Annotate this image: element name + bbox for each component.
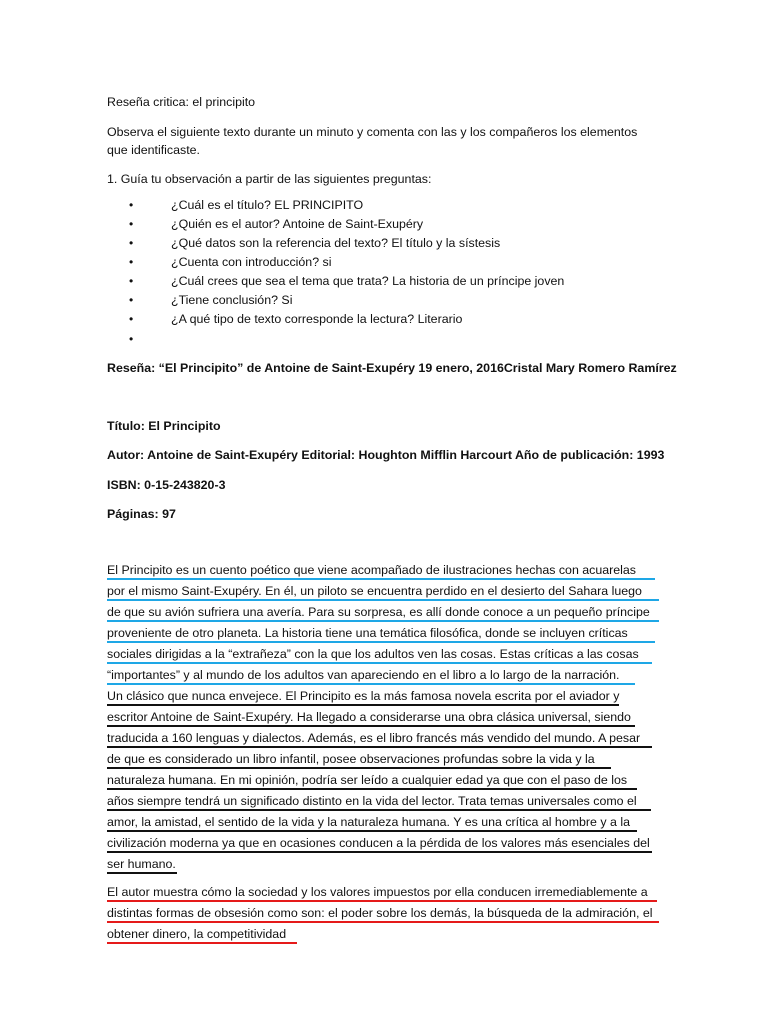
- question-item: ¿Cuál es el título? EL PRINCIPITO: [171, 198, 364, 212]
- paragraph-line: naturaleza humana. En mi opinión, podría ser leído a cualquier edad ya que con el paso de los: [107, 773, 628, 787]
- paragraph-line: Un clásico que nunca envejece. El Principito es la más famosa novela escrita por el aviador y: [107, 689, 620, 703]
- paragraph-line: de que su avión sufriera una avería. Para su sorpresa, es allí donde conoce a un pequeño príncipe: [107, 605, 650, 619]
- underline: [107, 683, 635, 685]
- paragraph-line: El Principito es un cuento poético que viene acompañado de ilustraciones hechas con acuarelas: [107, 563, 637, 577]
- bullet-marker: •: [129, 312, 134, 326]
- book-author-publisher: Autor: Antoine de Saint-Exupéry Editorial: Houghton Mifflin Harcourt Año de publicación: 1993: [107, 448, 665, 462]
- paragraph-line: escritor Antoine de Saint-Exupéry. Ha llegado a considerarse una obra clásica universal, siendo: [107, 710, 631, 724]
- paragraph-line: ser humano.: [107, 857, 176, 871]
- bullet-marker: •: [129, 198, 134, 212]
- underline: [107, 788, 637, 790]
- underline: [107, 599, 659, 601]
- book-title: Título: El Principito: [107, 419, 221, 433]
- review-header: Reseña: “El Principito” de Antoine de Saint-Exupéry 19 enero, 2016Cristal Mary Romero Ramírez: [107, 361, 677, 375]
- underline: [107, 725, 635, 727]
- underline: [107, 641, 655, 643]
- document-heading: Reseña critica: el principito: [107, 95, 256, 109]
- question-item: ¿Tiene conclusión? Si: [171, 293, 293, 307]
- underline: [107, 830, 637, 832]
- underline: [107, 767, 611, 769]
- bullet-marker: •: [129, 293, 134, 307]
- question-item: ¿Cuenta con introducción? si: [171, 255, 332, 269]
- underline: [107, 809, 651, 811]
- paragraph-line: proveniente de otro planeta. La historia tiene una temática filosófica, donde se incluyen críticas: [107, 626, 628, 640]
- bullet-marker: •: [129, 236, 134, 250]
- intro-line-1: Observa el siguiente texto durante un minuto y comenta con las y los compañeros los elementos: [107, 125, 638, 139]
- bullet-marker: •: [129, 217, 134, 231]
- book-pages: Páginas: 97: [107, 507, 176, 521]
- intro-line-2: que identificaste.: [107, 143, 200, 157]
- paragraph-line: obtener dinero, la competitividad: [107, 927, 287, 941]
- paragraph-line: sociales dirigidas a la “extrañeza” con la que los adultos ven las cosas. Estas críticas a las cosas: [107, 647, 639, 661]
- paragraph-line: amor, la amistad, el sentido de la vida y la naturaleza humana. Y es una crítica al hombre y a la: [107, 815, 630, 829]
- bullet-marker: •: [129, 332, 134, 346]
- underline: [107, 704, 619, 706]
- question-item: ¿Quién es el autor? Antoine de Saint-Exupéry: [171, 217, 424, 231]
- underline: [107, 662, 652, 664]
- underline: [107, 872, 177, 874]
- paragraph-line: de que es considerado un libro infantil, posee observaciones profundas sobre la vida y la: [107, 752, 595, 766]
- question-item: ¿Cuál crees que sea el tema que trata? La historia de un príncipe joven: [171, 274, 565, 288]
- book-isbn: ISBN: 0-15-243820-3: [107, 478, 226, 492]
- bullet-marker: •: [129, 274, 134, 288]
- paragraph-line: El autor muestra cómo la sociedad y los valores impuestos por ella conducen irremediablemente a: [107, 885, 648, 899]
- question-item: ¿A qué tipo de texto corresponde la lectura? Literario: [171, 312, 463, 326]
- question-item: ¿Qué datos son la referencia del texto? El título y la sístesis: [171, 236, 501, 250]
- underline: [107, 921, 659, 923]
- paragraph-line: “importantes” y al mundo de los adultos van apareciendo en el libro a lo largo de la narración.: [107, 668, 620, 682]
- paragraph-line: años siempre tendrá un significado distinto en la vida del lector. Trata temas universales como el: [107, 794, 637, 808]
- underline: [107, 942, 297, 944]
- question-intro: 1. Guía tu observación a partir de las siguientes preguntas:: [107, 172, 432, 186]
- underline: [107, 578, 655, 580]
- paragraph-line: distintas formas de obsesión como son: el poder sobre los demás, la búsqueda de la admiración, el: [107, 906, 653, 920]
- paragraph-line: civilización moderna ya que en ocasiones conducen a la pérdida de los valores más esenciales del: [107, 836, 650, 850]
- underline: [107, 851, 652, 853]
- underline: [107, 620, 659, 622]
- underline: [107, 900, 657, 902]
- bullet-marker: •: [129, 255, 134, 269]
- underline: [107, 746, 652, 748]
- paragraph-line: por el mismo Saint-Exupéry. En él, un piloto se encuentra perdido en el desierto del Sahara luego: [107, 584, 642, 598]
- paragraph-line: traducida a 160 lenguas y dialectos. Además, es el libro francés más vendido del mundo. A pesar: [107, 731, 641, 745]
